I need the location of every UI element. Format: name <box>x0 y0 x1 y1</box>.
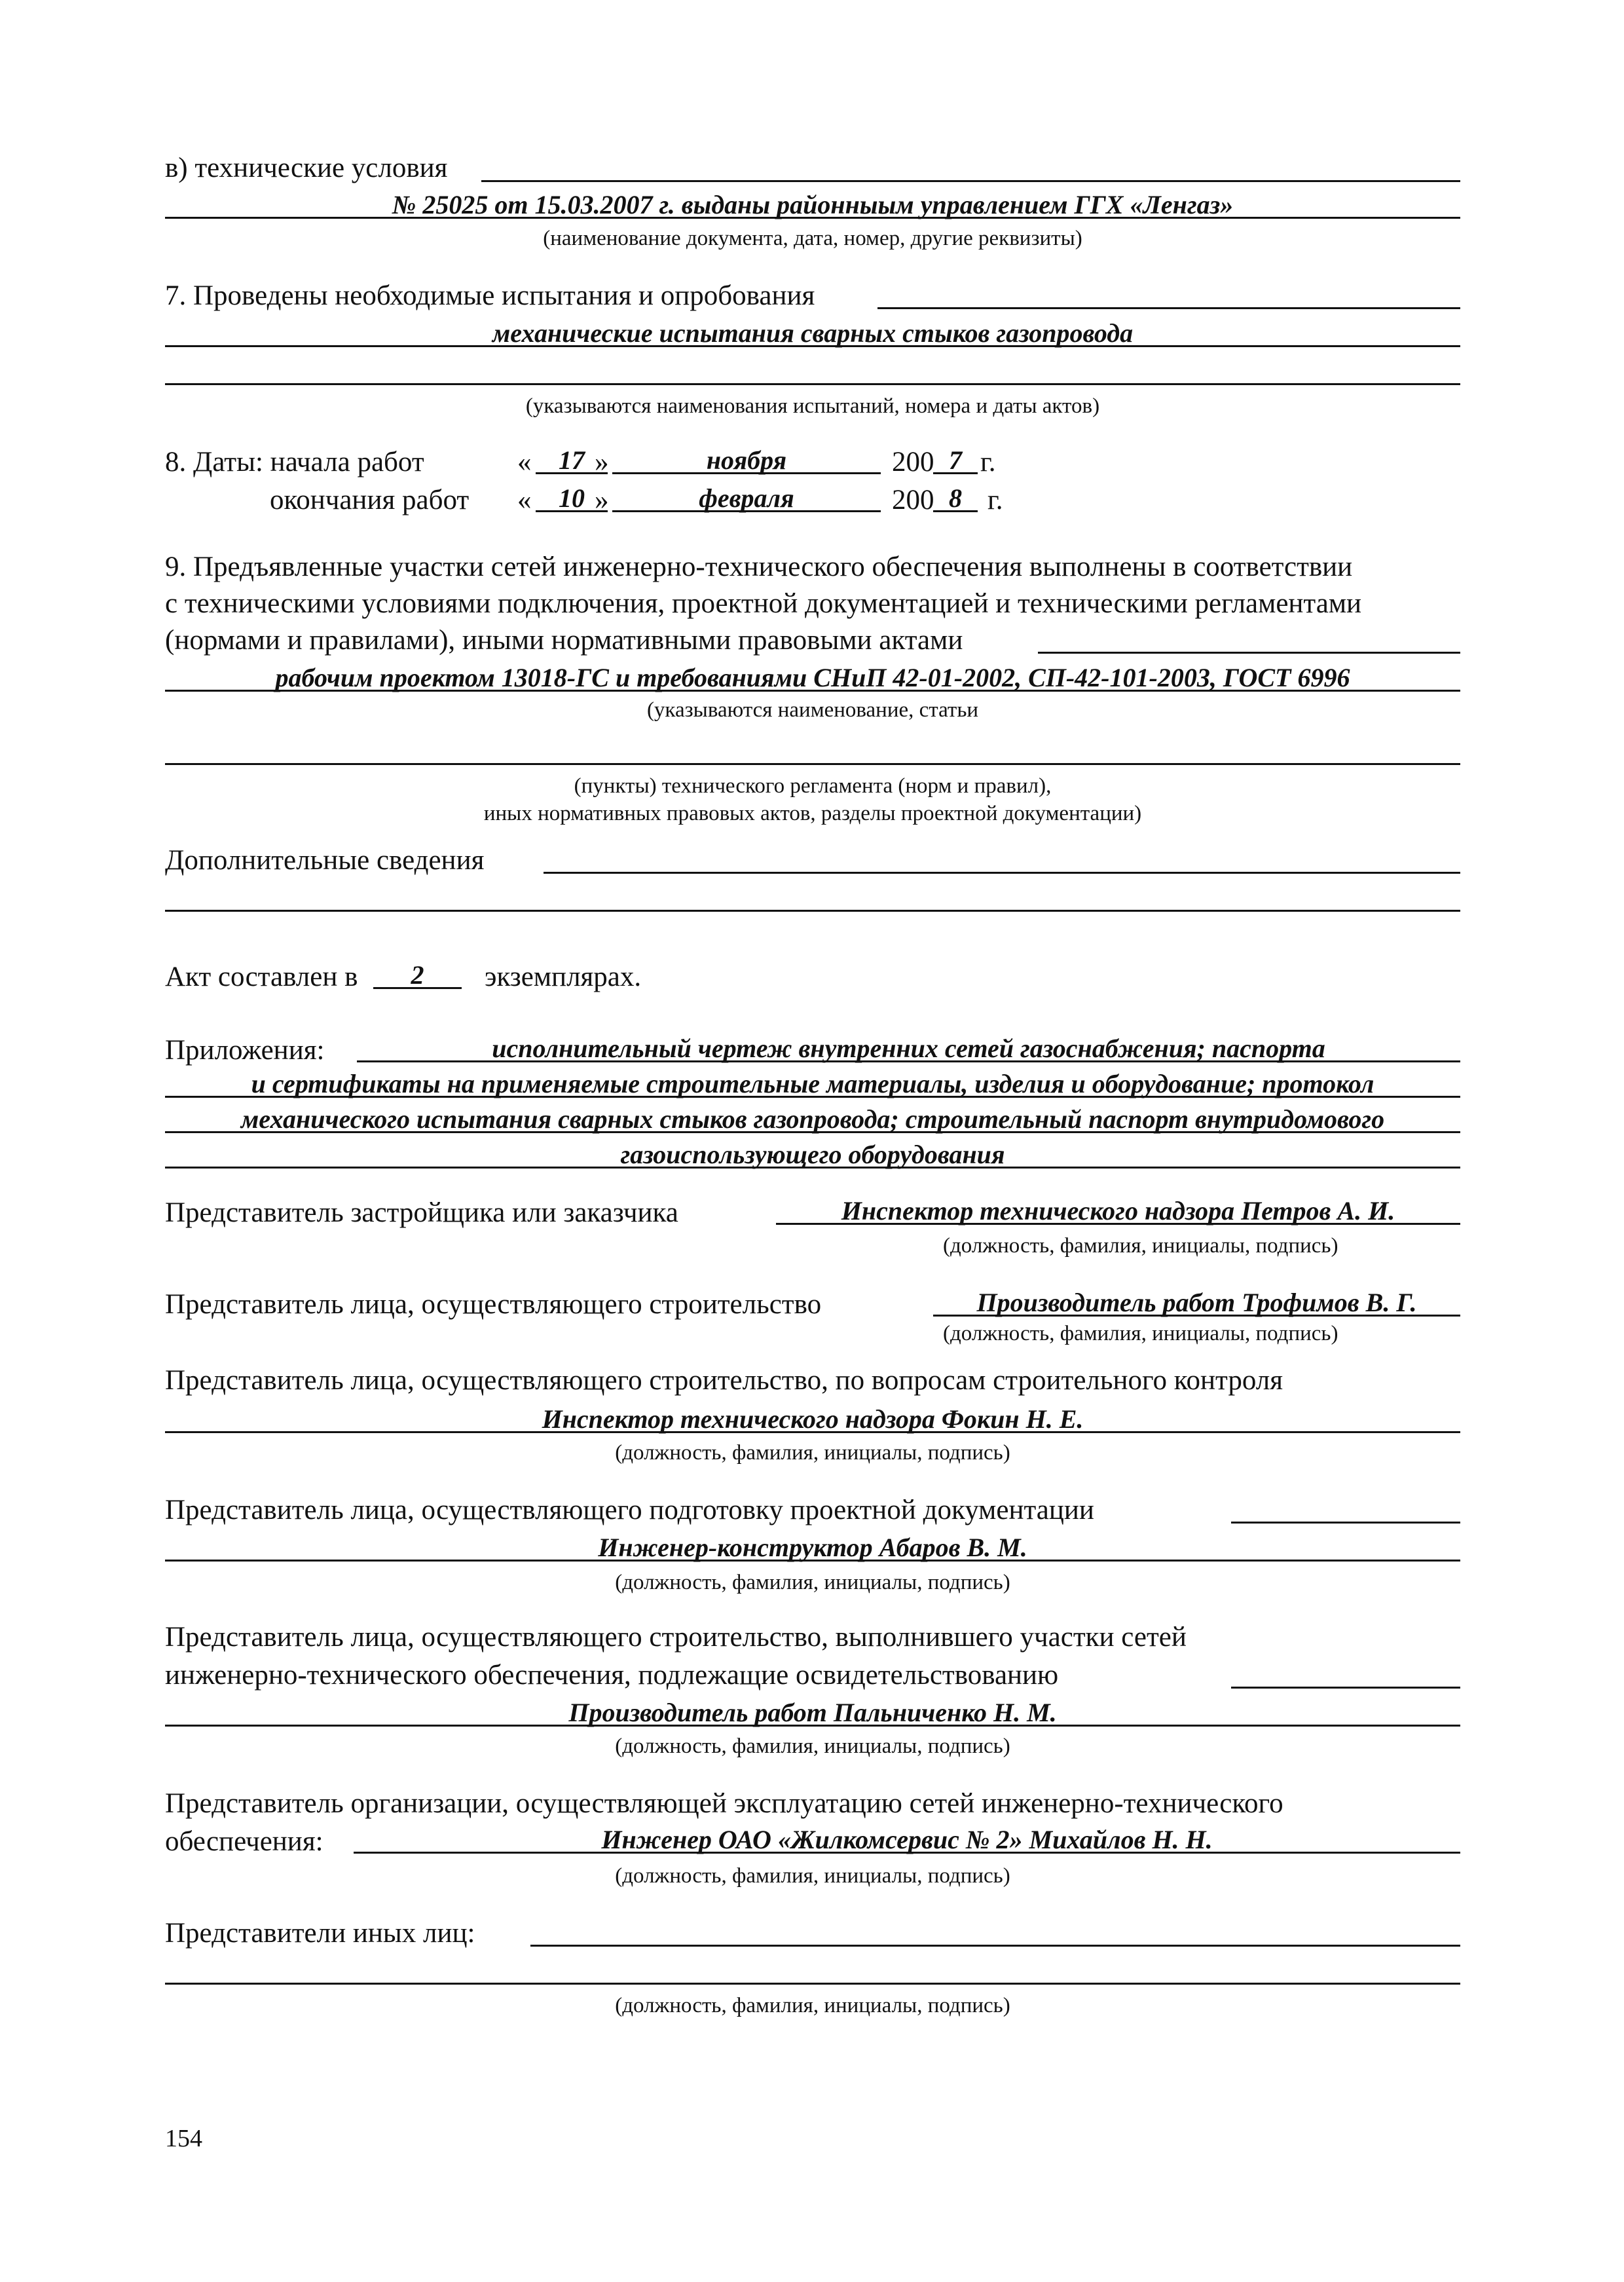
appendices-line-4[interactable]: газоиспользующего оборудования <box>165 1138 1460 1169</box>
appendices-line-2[interactable]: и сертификаты на применяемые строительные материалы, изделия и оборудование; протокол <box>165 1068 1460 1098</box>
end-quote-open: « <box>517 485 532 515</box>
builder-rep-value[interactable]: Производитель работ Трофимов В. Г. <box>933 1286 1460 1317</box>
others-rep-blank-2[interactable] <box>165 1955 1460 1985</box>
additional-label: Дополнительные сведения <box>165 845 485 876</box>
start-quote-open: « <box>517 447 532 477</box>
end-quote-close: » <box>595 485 609 515</box>
others-rep-label: Представители иных лиц: <box>165 1918 475 1949</box>
control-rep-label: Представитель лица, осуществляющего строительство, по вопросам строительного контроля <box>165 1365 1283 1396</box>
item7-label: 7. Проведены необходимые испытания и опробования <box>165 280 815 311</box>
end-year-suffix[interactable]: 8 <box>933 482 978 512</box>
operator-rep-caption: (должность, фамилия, инициалы, подпись) <box>615 1864 1010 1888</box>
builder-rep-caption: (должность, фамилия, инициалы, подпись) <box>943 1322 1338 1345</box>
item9-caption-3: иных нормативных правовых актов, разделы проектной документации) <box>483 802 1142 825</box>
tech-conditions-caption: (наименование документа, дата, номер, другие реквизиты) <box>543 227 1082 250</box>
operator-rep-label-2: обеспечения: <box>165 1826 323 1857</box>
appendices-line-1[interactable]: исполнительный чертеж внутренних сетей газоснабжения; паспорта <box>357 1032 1460 1062</box>
design-rep-blank[interactable] <box>1231 1493 1460 1524</box>
page-number: 154 <box>165 2125 202 2152</box>
copies-prefix: Акт составлен в <box>165 962 358 992</box>
control-rep-value[interactable]: Инспектор технического надзора Фокин Н. Е. <box>165 1403 1460 1433</box>
performer-rep-blank[interactable] <box>1231 1658 1460 1689</box>
tech-conditions-label: в) технические условия <box>165 153 448 183</box>
item9-line1: 9. Предъявленные участки сетей инженерно-технического обеспечения выполнены в соответствии <box>165 552 1353 582</box>
start-day[interactable]: 17 <box>536 444 608 474</box>
start-month[interactable]: ноября <box>612 444 881 474</box>
others-rep-caption: (должность, фамилия, инициалы, подпись) <box>615 1994 1010 2017</box>
start-year-g: г. <box>980 447 996 477</box>
performer-rep-label-1: Представитель лица, осуществляющего строительство, выполнившего участки сетей <box>165 1622 1187 1653</box>
others-rep-blank[interactable] <box>530 1917 1460 1947</box>
operator-rep-value[interactable]: Инженер ОАО «Жилкомсервис № 2» Михайлов Н. Н. <box>354 1824 1460 1854</box>
performer-rep-label-2: инженерно-технического обеспечения, подлежащие освидетельствованию <box>165 1660 1059 1691</box>
item7-blank-2[interactable] <box>165 355 1460 385</box>
control-rep-caption: (должность, фамилия, инициалы, подпись) <box>615 1441 1010 1465</box>
builder-rep-label: Представитель лица, осуществляющего строительство <box>165 1289 822 1320</box>
performer-rep-caption: (должность, фамилия, инициалы, подпись) <box>615 1734 1010 1758</box>
additional-blank[interactable] <box>544 844 1460 874</box>
end-day[interactable]: 10 <box>536 482 608 512</box>
item9-caption-2: (пункты) технического регламента (норм и правил), <box>574 774 1052 798</box>
customer-rep-label: Представитель застройщика или заказчика <box>165 1197 678 1228</box>
customer-rep-caption: (должность, фамилия, инициалы, подпись) <box>943 1234 1338 1258</box>
operator-rep-label-1: Представитель организации, осуществляющей эксплуатацию сетей инженерно-технического <box>165 1788 1283 1819</box>
end-month[interactable]: февраля <box>612 482 881 512</box>
item9-value[interactable]: рабочим проектом 13018-ГС и требованиями СНиП 42-01-2002, СП-42-101-2003, ГОСТ 6996 <box>165 662 1460 692</box>
item9-caption-1: (указываются наименование, статьи <box>646 698 979 722</box>
start-year-prefix: 200 <box>892 447 934 477</box>
customer-rep-value[interactable]: Инспектор технического надзора Петров А. И. <box>776 1195 1460 1225</box>
item9-blank-2[interactable] <box>165 735 1460 765</box>
appendices-label: Приложения: <box>165 1035 325 1066</box>
end-year-g: г. <box>987 485 1003 515</box>
start-quote-close: » <box>595 447 609 477</box>
item8-start-label: 8. Даты: начала работ <box>165 447 424 477</box>
additional-blank-2[interactable] <box>165 882 1460 912</box>
copies-count[interactable]: 2 <box>373 959 462 989</box>
item8-end-label: окончания работ <box>270 485 470 515</box>
item7-caption: (указываются наименования испытаний, номера и даты актов) <box>525 394 1100 418</box>
design-rep-caption: (должность, фамилия, инициалы, подпись) <box>615 1571 1010 1594</box>
tech-conditions-value[interactable]: № 25025 от 15.03.2007 г. выданы районныым управлением ГГХ «Ленгаз» <box>165 189 1460 219</box>
item9-blank[interactable] <box>1038 624 1460 654</box>
item7-blank[interactable] <box>877 279 1460 309</box>
copies-suffix: экземплярах. <box>485 962 642 992</box>
start-year-suffix[interactable]: 7 <box>933 444 978 474</box>
tech-conditions-blank[interactable] <box>481 152 1460 182</box>
item7-value[interactable]: механические испытания сварных стыков газопровода <box>165 317 1460 347</box>
design-rep-label: Представитель лица, осуществляющего подготовку проектной документации <box>165 1495 1094 1525</box>
appendices-line-3[interactable]: механического испытания сварных стыков газопровода; строительный паспорт внутридомового <box>165 1103 1460 1133</box>
end-year-prefix: 200 <box>892 485 934 515</box>
item9-line3: (нормами и правилами), иными нормативными правовыми актами <box>165 625 963 656</box>
performer-rep-value[interactable]: Производитель работ Пальниченко Н. М. <box>165 1696 1460 1727</box>
item9-line2: с техническими условиями подключения, проектной документацией и техническими регламентами <box>165 588 1362 619</box>
design-rep-value[interactable]: Инженер-конструктор Абаров В. М. <box>165 1531 1460 1562</box>
